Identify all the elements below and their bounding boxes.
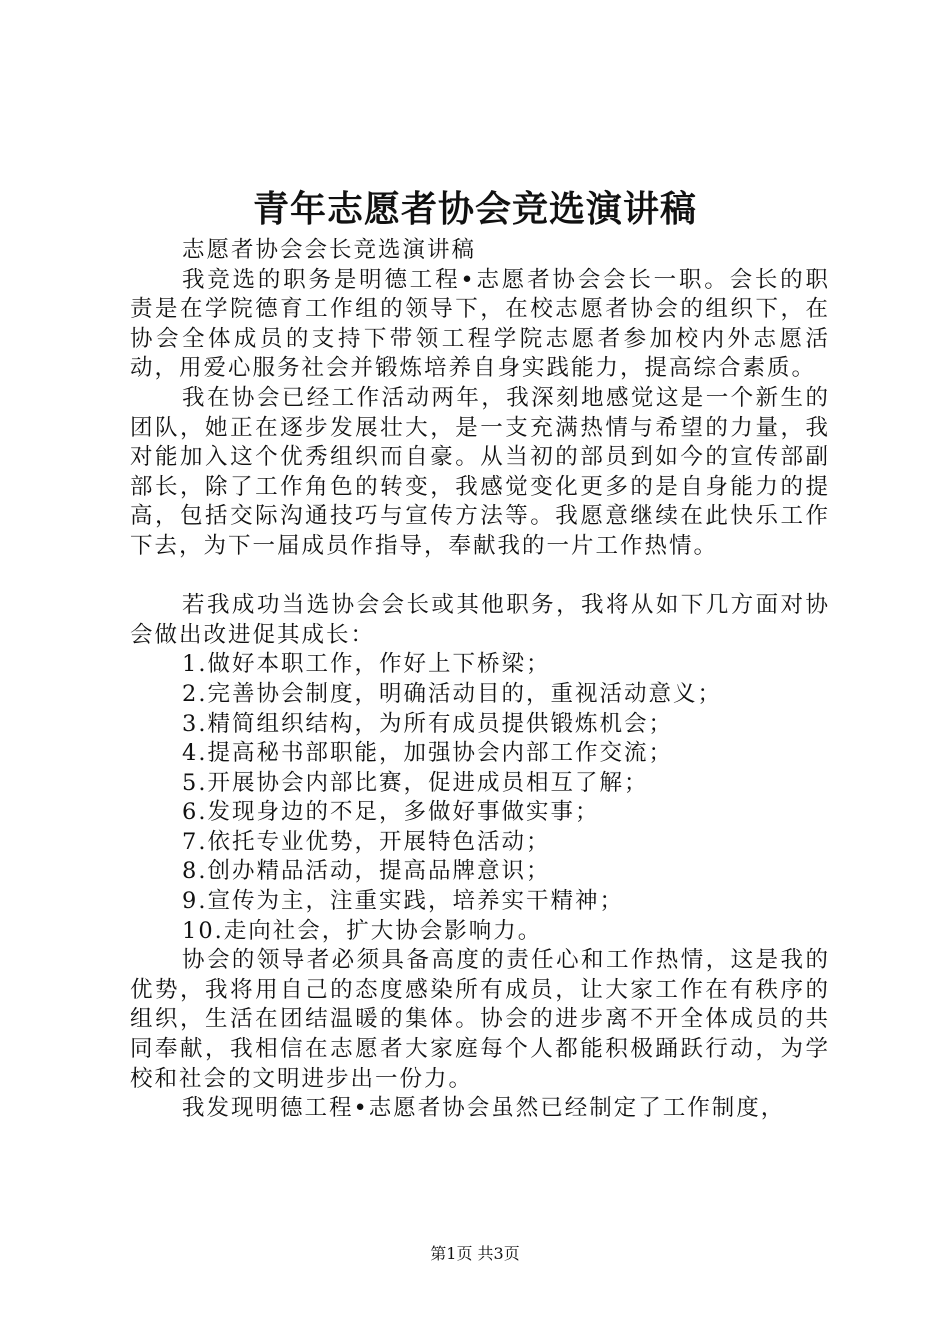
- list-item: 7.依托专业优势，开展特色活动；: [182, 828, 551, 855]
- list-item: 4.提高秘书部职能，加强协会内部工作交流；: [182, 740, 673, 767]
- document-subtitle: 志愿者协会会长竞选演讲稿: [182, 237, 477, 263]
- list-item: 8.创办精品活动，提高品牌意识；: [182, 858, 551, 885]
- paragraph: 协会的领导者必须具备高度的责任心和工作热情，这是我的优势，我将用自己的态度感染所有成员，让大家工作在有秩序的组织，生活在团结温暖的集体。协会的进步离不开全体成员的共同奉献，我相信在志愿者大家庭每个人都能积极踊跃行动，为学校和社会的文明进步出一份力。: [130, 947, 830, 1092]
- paragraph: 若我成功当选协会会长或其他职务，我将从如下几方面对协会做出改进促其成长：: [130, 592, 830, 648]
- list-item: 3.精简组织结构，为所有成员提供锻炼机会；: [182, 710, 673, 737]
- list-item: 5.开展协会内部比赛，促进成员相互了解；: [182, 769, 649, 796]
- paragraph: 我在协会已经工作活动两年，我深刻地感觉这是一个新生的团队，她正在逐步发展壮大，是一支充满热情与希望的力量，我对能加入这个优秀组织而自豪。从当初的部员到如今的宣传部副部长，除了工作角色的转变，我感觉变化更多的是自身能力的提高，包括交际沟通技巧与宣传方法等。我愿意继续在此快乐工作下去，为下一届成员作指导，奉献我的一片工作热情。: [130, 384, 830, 559]
- blank-line: [130, 562, 830, 592]
- paragraph: 我竞选的职务是明德工程•志愿者协会会长一职。会长的职责是在学院德育工作组的领导下，在校志愿者协会的组织下，在协会全体成员的支持下带领工程学院志愿者参加校内外志愿活动，用爱心服务社会并锻炼培养自身实践能力，提高综合素质。: [130, 266, 830, 382]
- page-footer: 第1页 共3页: [430, 1244, 520, 1263]
- list-item: 2.完善协会制度，明确活动目的，重视活动意义；: [182, 680, 722, 707]
- paragraph: 我发现明德工程•志愿者协会虽然已经制定了工作制度，: [182, 1095, 786, 1122]
- list-item: 6.发现身边的不足，多做好事做实事；: [182, 799, 600, 826]
- document-title: 青年志愿者协会竞选演讲稿: [252, 188, 697, 230]
- list-item: 1.做好本职工作，作好上下桥梁；: [182, 651, 551, 678]
- list-item: 9.宣传为主，注重实践，培养实干精神；: [182, 888, 624, 915]
- document-body: [130, 236, 830, 1124]
- list-item: 10.走向社会，扩大协会影响力。: [182, 917, 543, 944]
